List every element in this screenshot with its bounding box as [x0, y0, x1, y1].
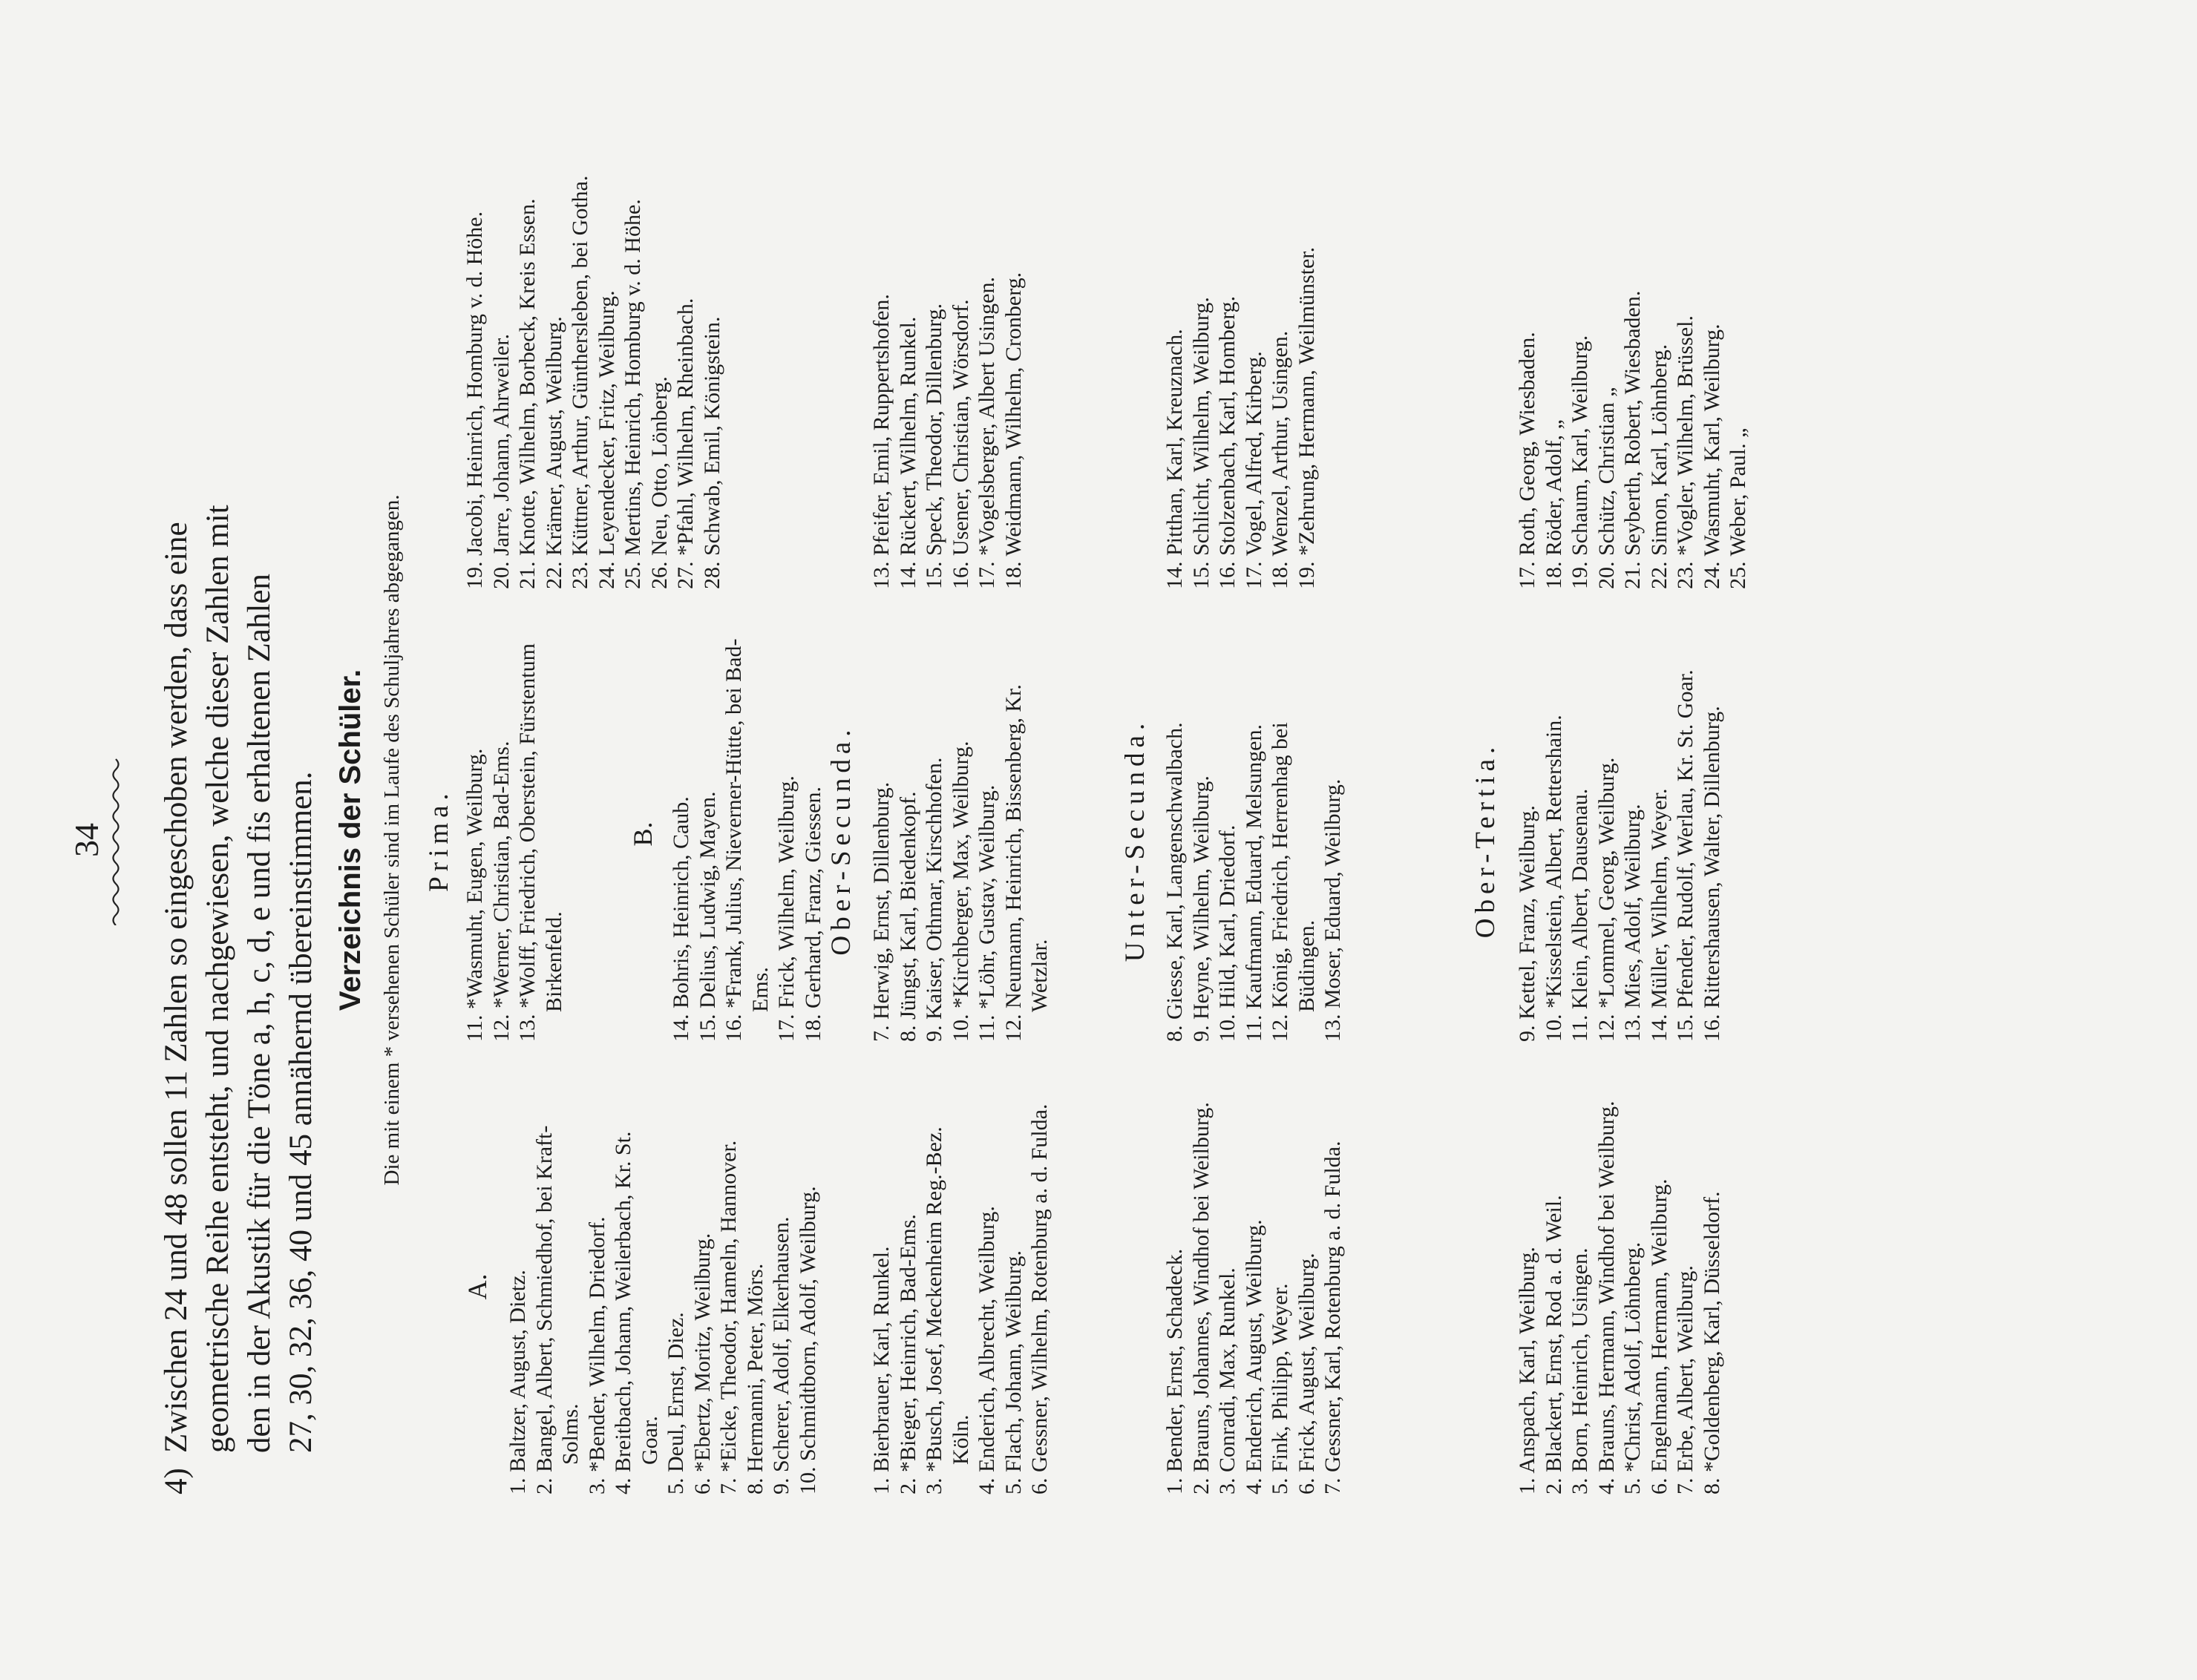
prima-column-1 — [505, 1079, 821, 1494]
student-entry: 1. Anspach, Karl, Weilburg. — [1515, 1247, 1539, 1494]
exercise-paragraph — [156, 99, 322, 1494]
student-entry: 22. Krämer, August, Weilburg. — [541, 316, 566, 589]
student-entry: 14. Rückert, Wilhelm, Runkel. — [895, 316, 920, 589]
student-entry: 10. *Kirchberger, Max, Weilburg. — [948, 741, 973, 1042]
student-entry: 2. Bangel, Albert, Schmiedhof, bei Kraft-Solms. — [531, 1125, 583, 1494]
obertertia-column-1 — [1514, 1079, 1725, 1494]
section-title-obertertia: Ober-Tertia. — [1470, 741, 1501, 939]
student-entry: 23. *Vogler, Wilhelm, Brüssel. — [1673, 315, 1697, 589]
section-title-prima: Prima. — [424, 788, 454, 892]
student-entry: 19. *Zehrung, Hermann, Weilmünster. — [1294, 246, 1319, 589]
student-entry: 15. Schlicht, Wilhelm, Weilburg. — [1188, 297, 1214, 589]
prima-column-3 — [462, 174, 725, 589]
obertertia-column-2 — [1514, 626, 1725, 1042]
student-entry: 5. Fink, Philipp, Weyer. — [1268, 1283, 1292, 1494]
student-entry: 16. *Frank, Julius, Nieverner-Hütte, bei Bad-Ems. — [721, 638, 773, 1042]
student-entry: 6. Gessner, Wilhelm, Rotenburg a. d. Fulda. — [1027, 1103, 1052, 1494]
student-entry: 20. Schütz, Christian „ — [1594, 387, 1619, 589]
student-entry: 3. *Bender, Wilhelm, Driedorf. — [584, 1216, 609, 1494]
paragraph-line-4: 27, 30, 32, 36, 40 und 45 annähernd übereinstimmen. — [284, 771, 318, 1453]
student-entry: 10. *Kisselstein, Albert, Rettershain. — [1541, 715, 1566, 1042]
student-entry: 25. Weber, Paul. „ — [1726, 427, 1750, 589]
student-entry: 21. Knotte, Wilhelm, Borbeck, Kreis Essen. — [515, 198, 540, 589]
group-b-label: B. — [628, 821, 658, 847]
student-entry: 19. Jacobi, Heinrich, Homburg v. d. Höhe. — [462, 211, 487, 589]
student-entry: 12. König, Friedrich, Herrenhag bei Büdingen. — [1268, 722, 1319, 1042]
student-entry: 9. Kaiser, Othmar, Kirschhofen. — [922, 757, 946, 1042]
student-entry: 8. Giesse, Karl, Langenschwalbach. — [1162, 722, 1187, 1042]
asterisk-note: Die mit einem * versehenen Schüler sind im Laufe des Schuljahres abgegangen. — [380, 494, 404, 1186]
student-entry: 11. *Wasmuht, Eugen, Weilburg. — [462, 748, 487, 1042]
section-title-untersecunda: Unter-Secunda. — [1120, 718, 1150, 962]
student-entry: 11. Klein, Albert, Dausenau. — [1568, 788, 1592, 1042]
page-header — [67, 0, 121, 1680]
student-entry: 2. *Bieger, Heinrich, Bad-Ems. — [895, 1214, 920, 1494]
paragraph-line-2: geometrische Reihe entsteht, und nachgewiesen, welche dieser Zahlen mit — [200, 505, 235, 1453]
student-entry: 17. *Vogelsberger, Albert Usingen. — [975, 277, 999, 589]
paragraph-line-1: Zwischen 24 und 48 sollen 11 Zahlen so eingeschoben werden, dass eine — [159, 522, 194, 1453]
student-entry: 17. Roth, Georg, Wiesbaden. — [1515, 332, 1539, 589]
student-entry: 8. Hermanni, Peter, Mörs. — [742, 1263, 767, 1494]
student-entry: 11. Kaufmann, Eduard, Melsungen. — [1241, 724, 1266, 1042]
student-entry: 19. Schaum, Karl, Weilburg. — [1568, 335, 1592, 589]
student-entry: 13. Moser, Eduard, Weilburg. — [1320, 778, 1345, 1042]
student-entry: 5. Deul, Ernst, Diez. — [664, 1312, 688, 1494]
student-entry: 4. Breitbach, Johann, Weilerbach, Kr. St. Goar. — [611, 1131, 662, 1494]
student-entry: 16. Stolzenbach, Karl, Homberg. — [1215, 295, 1240, 589]
ornament-wave-icon — [111, 755, 121, 925]
student-entry: 13. *Wolff, Friedrich, Oberstein, Fürstentum Birkenfeld. — [515, 643, 566, 1042]
student-entry: 16. Usener, Christian, Wörsdorf. — [948, 299, 973, 589]
student-entry: 7. Erbe, Albert, Weilburg. — [1673, 1265, 1697, 1494]
student-entry: 14. Bohris, Heinrich, Caub. — [669, 796, 693, 1042]
student-entry: 15. Delius, Ludwig, Mayen. — [695, 791, 720, 1042]
student-entry: 21. Seyberth, Robert, Wiesbaden. — [1620, 290, 1645, 589]
student-entry: 9. Scherer, Adolf, Elkerhausen. — [769, 1216, 793, 1494]
student-entry: 20. Jarre, Johann, Ahrweiler. — [488, 333, 514, 589]
page-number: 34 — [68, 823, 105, 857]
obersecunda-column-3 — [868, 174, 1027, 589]
student-entry: 6. Frick, August, Weilburg. — [1294, 1253, 1319, 1494]
student-entry: 3. Conradi, Max, Runkel. — [1215, 1267, 1240, 1494]
student-entry: 17. Vogel, Alfred, Kirberg. — [1241, 351, 1266, 589]
student-entry: 1. Baltzer, August, Dietz. — [505, 1270, 530, 1494]
obersecunda-column-2 — [868, 626, 1053, 1042]
student-entry: 23. Küttner, Arthur, Günthersleben, bei Gotha. — [568, 175, 592, 589]
student-entry: 1. Bender, Ernst, Schadeck. — [1162, 1248, 1187, 1494]
student-entry: 8. Jüngst, Karl, Biedenkopf. — [895, 791, 920, 1042]
student-entry: 18. Weidmann, Wilhelm, Cronberg. — [1001, 272, 1026, 589]
student-entry: 18. Gerhard, Franz, Giessen. — [800, 786, 825, 1042]
student-entry: 4. Enderich, Albrecht, Weilburg. — [975, 1206, 999, 1494]
student-entry: 5. *Christ, Adolf, Löhnberg. — [1620, 1241, 1645, 1494]
student-entry: 26. Neu, Otto, Lönberg. — [646, 376, 672, 589]
prima-column-2a — [462, 626, 567, 1042]
student-entry: 6. *Ebertz, Moritz, Weilburg. — [690, 1233, 715, 1494]
student-entry: 25. Mertins, Heinrich, Homburg v. d. Höhe. — [621, 199, 645, 589]
student-entry: 5. Flach, Johann, Weilburg. — [1001, 1250, 1026, 1494]
student-entry: 6. Engelmann, Hermann, Weilburg. — [1646, 1178, 1672, 1494]
group-a-label: A. — [462, 1273, 492, 1300]
paragraph-line-3: den in der Akustik für die Töne a, h, c, d, e und fis erhaltenen Zahlen — [242, 574, 277, 1453]
student-entry: 18. Wenzel, Arthur, Usingen. — [1268, 330, 1292, 589]
student-entry: 2. Brauns, Johannes, Windhof bei Weilburg. — [1188, 1102, 1214, 1494]
student-entry: 17. Frick, Wilhelm, Weilburg. — [774, 775, 799, 1042]
obersecunda-column-1 — [868, 1079, 1053, 1494]
untersecunda-column-3 — [1162, 174, 1320, 589]
student-entry: 14. Pitthan, Karl, Kreuznach. — [1162, 329, 1187, 589]
student-entry: 9. Kettel, Franz, Weilburg. — [1515, 805, 1539, 1042]
student-entry: 8. *Goldenberg, Karl, Düsseldorf. — [1699, 1191, 1724, 1494]
student-entry: 10. Schmidtborn, Adolf, Weilburg. — [795, 1186, 820, 1494]
student-entry: 4. Brauns, Hermann, Windhof bei Weilburg. — [1594, 1100, 1619, 1494]
student-entry: 16. Rittershausen, Walter, Dillenburg. — [1699, 706, 1724, 1042]
student-entry: 12. Neumann, Heinrich, Bissenberg, Kr. Wetzlar. — [1001, 684, 1052, 1042]
student-entry: 3. Born, Heinrich, Usingen. — [1568, 1247, 1592, 1494]
prima-column-2b — [668, 626, 826, 1042]
student-entry: 14. Müller, Wilhelm, Weyer. — [1646, 788, 1672, 1042]
student-entry: 13. Mies, Adolf, Weilburg. — [1620, 804, 1645, 1042]
paragraph-number: 4) — [159, 1468, 194, 1494]
student-entry: 18. Röder, Adolf, „ — [1541, 419, 1566, 589]
student-entry: 7. Herwig, Ernst, Dillenburg. — [869, 781, 894, 1042]
student-entry: 7. Gessner, Karl, Rotenburg a. d. Fulda. — [1320, 1141, 1345, 1494]
student-entry: 22. Simon, Karl, Löhnberg. — [1646, 344, 1672, 589]
untersecunda-column-2 — [1162, 626, 1346, 1042]
student-entry: 12. *Werner, Christian, Bad-Ems. — [488, 741, 514, 1042]
student-entry: 11. *Löhr, Gustav, Weilburg. — [975, 784, 999, 1042]
student-entry: 1. Bierbrauer, Karl, Runkel. — [869, 1246, 894, 1494]
student-entry: 7. *Eicke, Theodor, Hameln, Hannover. — [716, 1140, 741, 1494]
student-entry: 15. Pfender, Rudolf, Werlau, Kr. St. Goar. — [1673, 669, 1697, 1042]
list-heading: Verzeichnis der Schüler. — [334, 669, 367, 1011]
obertertia-column-3 — [1514, 174, 1752, 589]
student-entry: 2. Blackert, Ernst, Rod a. d. Weil. — [1541, 1195, 1566, 1494]
student-entry: 9. Heyne, Wilhelm, Weilburg. — [1188, 775, 1214, 1042]
student-entry: 15. Speck, Theodor, Dillenburg. — [922, 303, 946, 589]
student-entry: 10. Hild, Karl, Driedorf. — [1215, 824, 1240, 1042]
section-title-obersecunda: Ober-Secunda. — [826, 724, 857, 956]
untersecunda-column-1 — [1162, 1079, 1346, 1494]
student-entry: 27. *Pfahl, Wilhelm, Rheinbach. — [673, 298, 698, 589]
student-entry: 3. *Busch, Josef, Meckenheim Reg.-Bez. Köln. — [922, 1126, 973, 1494]
student-entry: 24. Wasmuht, Karl, Weilburg. — [1699, 324, 1724, 589]
student-entry: 24. Leyendecker, Fritz, Weilburg. — [594, 290, 619, 589]
student-entry: 4. Enderich, August, Weilburg. — [1241, 1219, 1266, 1494]
student-entry: 12. *Lommel, Georg, Weilburg. — [1594, 757, 1619, 1042]
student-entry: 13. Pfeifer, Emil, Ruppertshofen. — [869, 294, 894, 589]
student-entry: 28. Schwab, Emil, Königstein. — [699, 316, 724, 589]
